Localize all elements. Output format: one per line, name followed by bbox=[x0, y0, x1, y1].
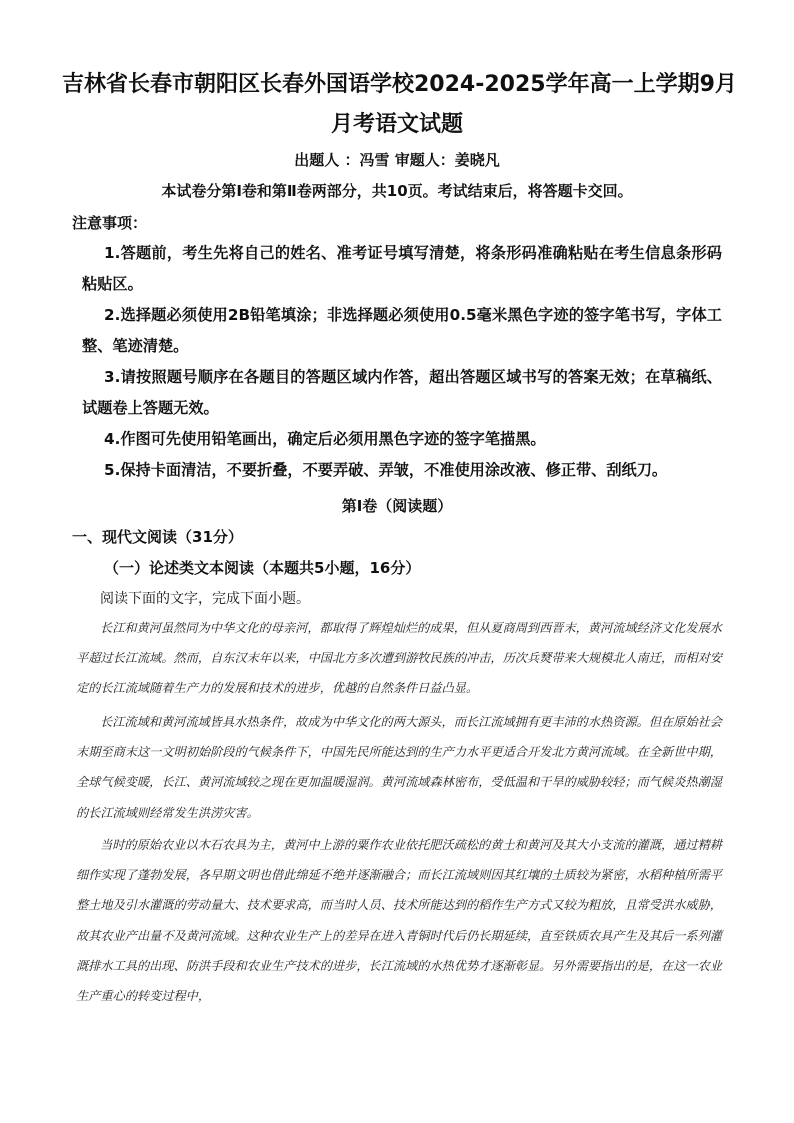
notice-item-2: 2.选择题必须使用2B铅笔填涂；非选择题必须使用0.5毫米黑色字迹的签字笔书写，字体工整、笔迹清楚。 bbox=[82, 306, 722, 355]
notice-heading: 注意事项： bbox=[72, 214, 148, 232]
subsection-heading: （一）论述类文本阅读（本题共5小题，16分） bbox=[104, 559, 421, 577]
notice-item-4: 4.作图可先使用铅笔画出，确定后必须用黑色字迹的签字笔描黑。 bbox=[104, 430, 546, 448]
authors-line: 出题人 ：冯雪 审题人：姜晓凡 bbox=[294, 151, 500, 169]
volume-heading: 第Ⅰ卷（阅读题） bbox=[341, 497, 453, 515]
exam-title-line1: 吉林省长春市朝阳区长春外国语学校2024-2025学年高一上学期9月 bbox=[62, 72, 737, 97]
notice-item-5: 5.保持卡面清洁，不要折叠，不要弄破、弄皱，不准使用涂改液、修正带、刮纸刀。 bbox=[104, 461, 668, 479]
reading-instruction: 阅读下面的文字，完成下面小题。 bbox=[100, 591, 310, 607]
notice-item-3: 3.请按照题号顺序在各题目的答题区域内作答，超出答题区域书写的答案无效；在草稿纸、试题卷上答题无效。 bbox=[82, 368, 722, 417]
passage-paragraph-2: 长江流域和黄河流域皆具水热条件，故成为中华文化的两大源头，而长江流域拥有更丰沛的水热资源。但在原始社会末期至商末这一文明初始阶段的气候条件下，中国先民所能达到的生产力水平更适合开发北方黄河流域。在全新世中期，全球气候变暖，长江、黄河流域较之现在更加温暖湿润。黄河流域森林密布，受低温和干旱的威胁较轻；而气候炎热潮湿的长江流域则经常发生洪涝灾害。 bbox=[76, 715, 722, 820]
passage-paragraph-3: 当时的原始农业以木石农具为主，黄河中上游的粟作农业依托肥沃疏松的黄土和黄河及其大小支流的灌溉，通过精耕细作实现了蓬勃发展，各早期文明也借此绵延不绝并逐渐融合；而长江流域则因其红壤的土质较为紧密，水稻种植所需平整土地及引水灌溉的劳动量大、技术要求高，而当时人员、技术所能达到的稻作生产方式又较为粗放，且常受洪水威胁，故其农业产出量不及黄河流域。这种农业生产上的差异在进入青铜时代后仍长期延续，直至铁质农具产生及其后一系列灌溉排水工具的出现、防洪手段和农业生产技术的进步，长江流域的水热优势才逐渐彰显。另外需要指出的是，在这一农业生产重心的转变过程中， bbox=[76, 838, 722, 1004]
exam-title-line2: 月考语文试题 bbox=[330, 112, 463, 137]
part-heading: 一、现代文阅读（31分） bbox=[72, 528, 243, 546]
passage-paragraph-1: 长江和黄河虽然同为中华文化的母亲河，都取得了辉煌灿烂的成果，但从夏商周到西晋末，黄河流域经济文化发展水平超过长江流域。然而，自东汉末年以来，中国北方多次遭到游牧民族的冲击，历次兵燹带来大规模北人南迁，而相对安定的长江流域随着生产力的发展和技术的进步，优越的自然条件日益凸显。 bbox=[76, 621, 722, 696]
notice-item-1: 1.答题前，考生先将自己的姓名、准考证号填写清楚，将条形码准确粘贴在考生信息条形码粘贴区。 bbox=[82, 244, 722, 293]
exam-intro: 本试卷分第Ⅰ卷和第Ⅱ卷两部分，共10页。考试结束后，将答题卡交回。 bbox=[161, 182, 633, 200]
